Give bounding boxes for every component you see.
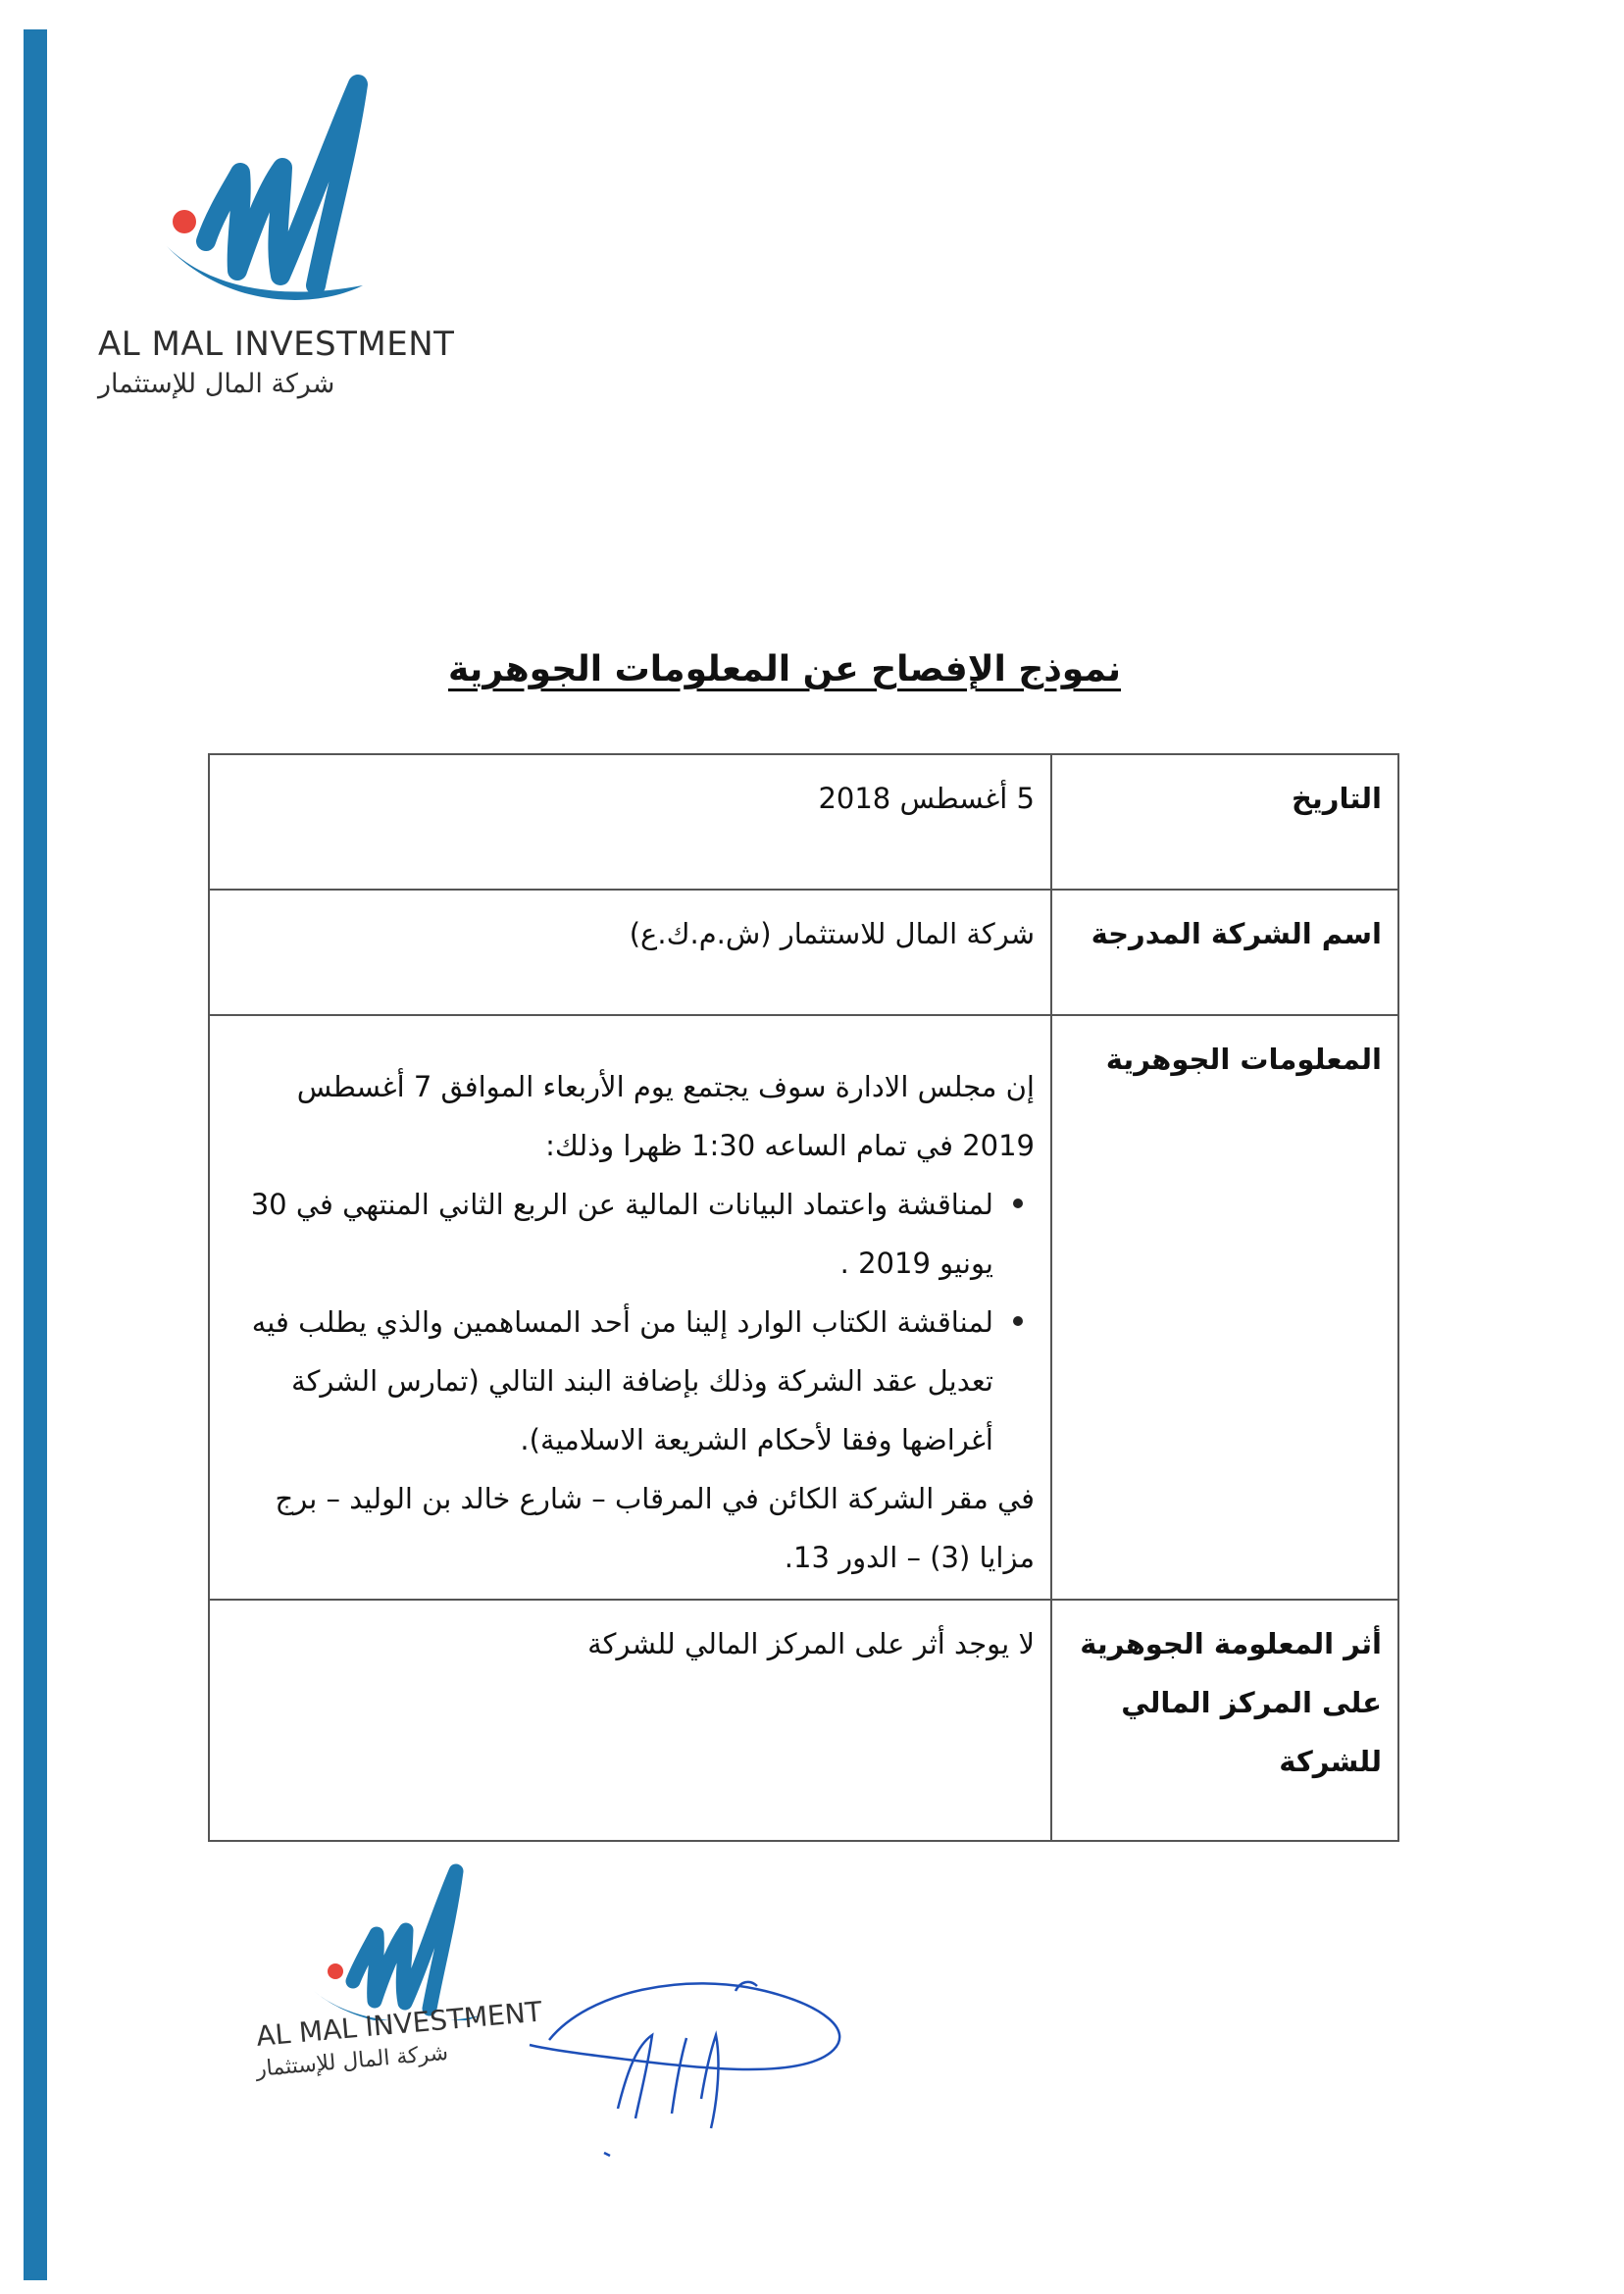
table-row-date: [209, 754, 1398, 890]
impact-label: أثر المعلومة الجوهرية على المركز المالي للشركة: [1051, 1600, 1398, 1841]
stamp-text-english: AL MAL INVESTMENT: [255, 1995, 544, 2053]
logo-text-english: AL MAL INVESTMENT: [98, 325, 455, 364]
company-value: شركة المال للاستثمار (ش.م.ك.ع): [209, 890, 1051, 1015]
table-row-company: [209, 890, 1398, 1015]
logo-text-arabic: شركة المال للإستثمار: [98, 369, 335, 399]
material-info-intro: إن مجلس الادارة سوف يجتمع يوم الأربعاء الموافق 7 أغسطس 2019 في تمام الساعه 1:30 ظهرا وذلك:: [296, 1070, 1035, 1162]
list-item: [226, 1175, 1035, 1293]
material-info-label: المعلومات الجوهرية: [1051, 1015, 1398, 1600]
disclosure-table: [208, 753, 1399, 1842]
bullet-icon: [1013, 1198, 1023, 1208]
list-item: [226, 1293, 1035, 1469]
company-label: اسم الشركة المدرجة: [1051, 890, 1398, 1015]
almal-stamp-logo-icon: [304, 1863, 500, 2020]
document-title: نموذج الإفصاح عن المعلومات الجوهرية: [447, 649, 1122, 689]
side-accent-bar: [24, 29, 47, 2280]
date-label: التاريخ: [1051, 754, 1398, 890]
almal-logo-icon: [167, 75, 402, 320]
table-row-material-info: [209, 1015, 1398, 1600]
bullet-text: لمناقشة الكتاب الوارد إلينا من أحد المساهمين والذي يطلب فيه تعديل عقد الشركة وذلك بإضافة البند التالي (تمارس الشركة أغراضها وفقا لأحكام الشريعة الاسلامية).: [251, 1305, 993, 1456]
stamp-text-arabic: شركة المال للإستثمار: [255, 2040, 450, 2082]
bullet-icon: [1013, 1316, 1023, 1326]
company-logo-header: [88, 75, 500, 418]
meeting-location: في مقر الشركة الكائن في المرقاب – شارع خالد بن الوليد – برج مزايا (3) – الدور 13.: [275, 1482, 1035, 1574]
table-row-impact: [209, 1600, 1398, 1841]
bullet-text: لمناقشة واعتماد البيانات المالية عن الربع الثاني المنتهي في 30 يونيو 2019 .: [250, 1188, 993, 1280]
signature-icon: [510, 1952, 863, 2177]
material-info-cell: [209, 1015, 1051, 1600]
date-value: 5 أغسطس 2018: [209, 754, 1051, 890]
impact-value: لا يوجد أثر على المركز المالي للشركة: [209, 1600, 1051, 1841]
